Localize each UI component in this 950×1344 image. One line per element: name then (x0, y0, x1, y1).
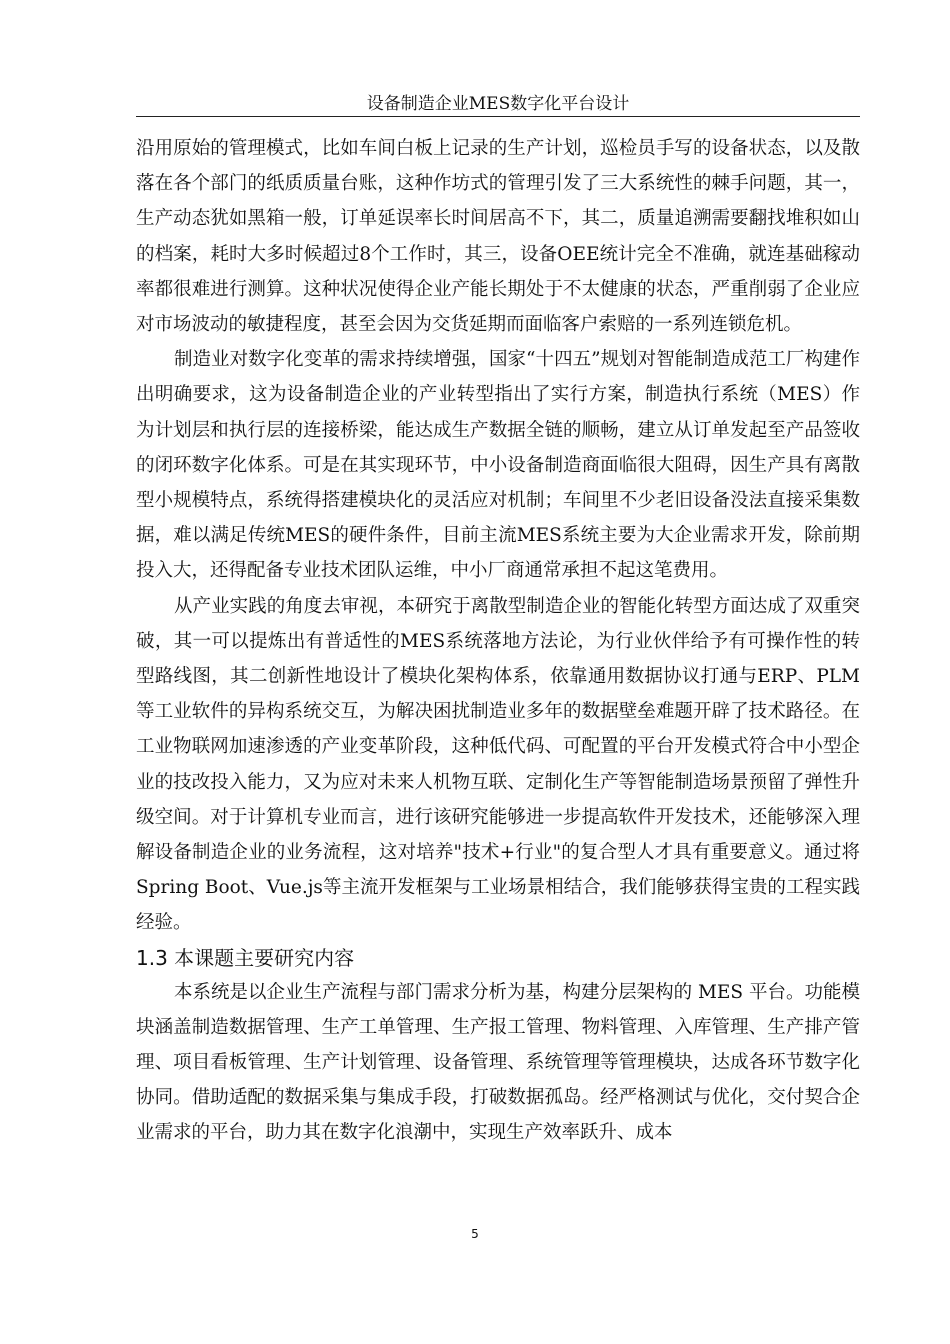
paragraph-research-content: 本系统是以企业生产流程与部门需求分析为基，构建分层架构的 MES 平台。功能模块涵盖制造数据管理、生产工单管理、生产报工管理、物料管理、入库管理、生产排产管理、项目看板管理、生产计划管理、设备管理、系统管理等管理模块，达成各环节数字化协同。借助适配的数据采集与集成手段，打破数据孤岛。经严格测试与优化，交付契合企业需求的平台，助力其在数字化浪潮中，实现生产效率跃升、成本 (136, 981, 860, 1144)
page-number: 5 (471, 1227, 479, 1241)
paragraph-industry-practice: 从产业实践的角度去审视，本研究于离散型制造企业的智能化转型方面达成了双重突破，其一可以提炼出有普适性的MES系统落地方法论，为行业伙伴给予有可操作性的转型路线图，其二创新性地设计了模块化架构体系，依靠通用数据协议打通与ERP、PLM等工业软件的异构系统交互，为解决困扰制造业多年的数据壁垒难题开辟了技术路径。在工业物联网加速渗透的产业变革阶段，这种低代码、可配置的平台开发模式符合中小型企业的技改投入能力，又为应对未来人机物互联、定制化生产等智能制造场景预留了弹性升级空间。对于计算机专业而言，进行该研究能够进一步提高软件开发技术，还能够深入理解设备制造企业的业务流程，这对培养"技术+行业"的复合型人才具有重要意义。通过将Spring Boot、Vue.js等主流开发框架与工业场景相结合，我们能够获得宝贵的工程实践经验。 (136, 595, 860, 934)
section-heading: 1.3 本课题主要研究内容 (136, 945, 355, 970)
running-header: 设备制造企业MES数字化平台设计 (366, 94, 630, 114)
paragraph-continued: 沿用原始的管理模式，比如车间白板上记录的生产计划，巡检员手写的设备状态，以及散落在各个部门的纸质质量台账，这种作坊式的管理引发了三大系统性的棘手问题，其一，生产动态犹如黑箱一般，订单延误率长时间居高不下，其二，质量追溯需要翻找堆积如山的档案，耗时大多时候超过8个工作时，其三，设备OEE统计完全不准确，就连基础稼动率都很难进行测算。这种状况使得企业产能长期处于不太健康的状态，严重削弱了企业应对市场波动的敏捷程度，甚至会因为交货延期而面临客户索赔的一系列连锁危机。 (136, 138, 860, 336)
paragraph-digital-transformation: 制造业对数字化变革的需求持续增强，国家“十四五”规划对智能制造成范工厂构建作出明确要求，这为设备制造企业的产业转型指出了实行方案，制造执行系统（MES）作为计划层和执行层的连接桥梁，能达成生产数据全链的顺畅，建立从订单发起至产品签收的闭环数字化体系。可是在其实现环节，中小设备制造商面临很大阻碍，因生产具有离散型小规模特点，系统得搭建模块化的灵活应对机制；车间里不少老旧设备没法直接采集数据，难以满足传统MES的硬件条件，目前主流MES系统主要为大企业需求开发，除前期投入大，还得配备专业技术团队运维，中小厂商通常承担不起这笔费用。 (136, 349, 860, 582)
page-body (136, 131, 860, 1151)
header-divider (136, 116, 860, 117)
